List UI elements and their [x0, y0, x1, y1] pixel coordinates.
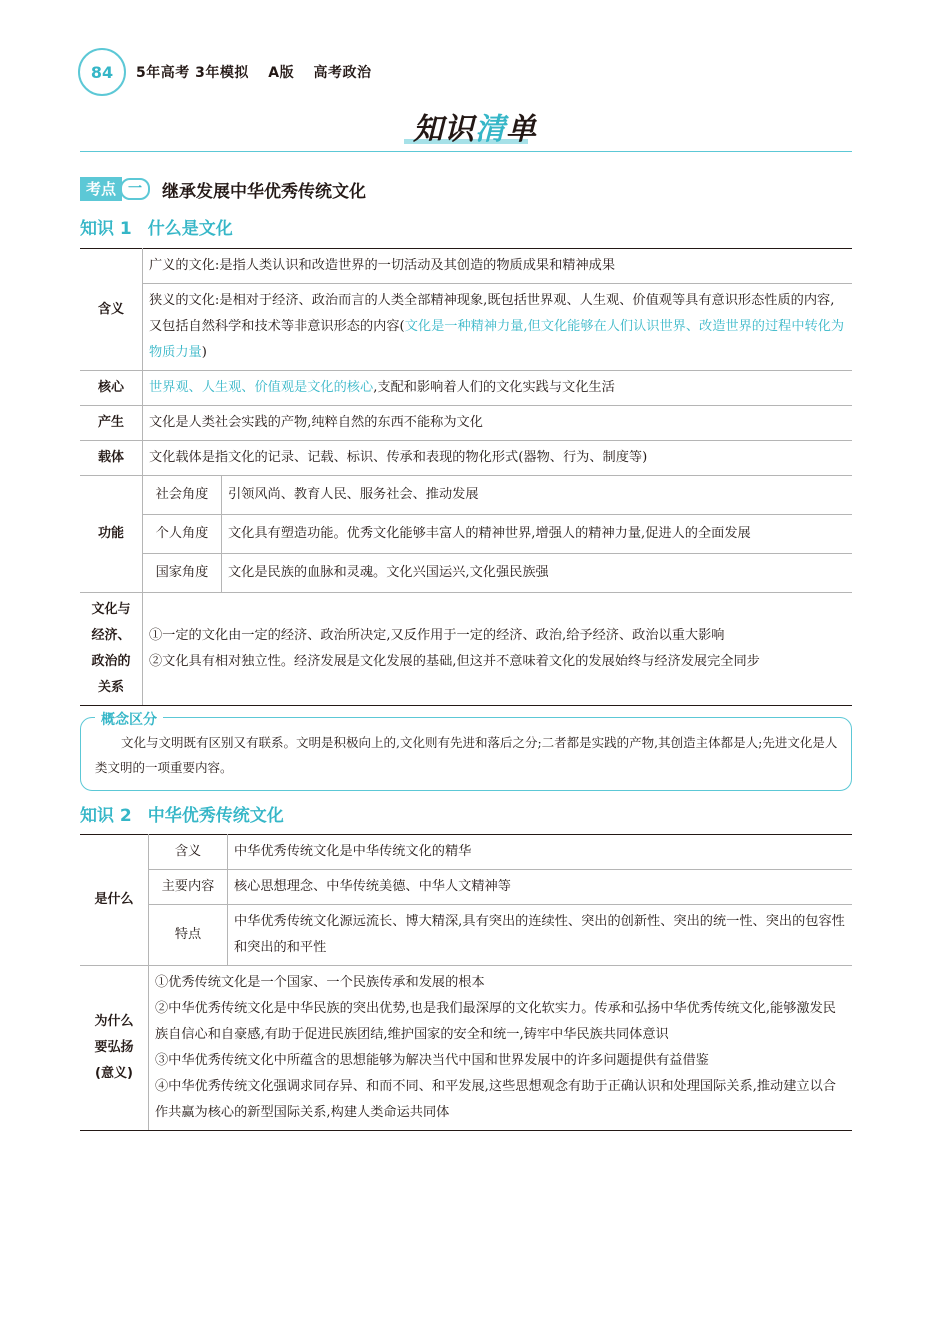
title-part-3: 单	[506, 112, 537, 147]
relation-point-1: ①一定的文化由一定的经济、政治所决定,又反作用于一定的经济、政治,给予经济、政治以重大影响	[149, 628, 725, 643]
page-title	[0, 104, 950, 148]
knowledge-2-table	[80, 834, 852, 1131]
relation-label-2: 经济、	[91, 628, 131, 643]
relation-label	[80, 593, 143, 706]
function-label: 功能	[80, 476, 143, 593]
meaning-label: 含义	[80, 249, 143, 371]
knowledge-1-title: 什么是文化	[147, 219, 233, 239]
k2-meaning-label: 含义	[149, 835, 228, 870]
core-highlight: 世界观、人生观、价值观是文化的核心	[149, 380, 374, 395]
knowledge-1-number: 知识 1	[80, 219, 132, 239]
title-divider	[80, 151, 852, 152]
section-title: 继承发展中华优秀传统文化	[162, 181, 367, 202]
core-label: 核心	[80, 371, 143, 406]
meaning-narrow	[143, 284, 853, 371]
k2-meaning-text: 中华优秀传统文化是中华传统文化的精华	[228, 835, 853, 870]
knowledge-2-number: 知识 2	[80, 806, 132, 826]
section-heading	[80, 177, 366, 201]
k2-content-text: 核心思想理念、中华传统美德、中华人文精神等	[228, 870, 853, 905]
meaning-narrow-highlight: 文化是一种精神力量,但文化能够在人们认识世界、改造世界的过程中转化为物质力量	[149, 319, 845, 360]
knowledge-1-table	[80, 248, 852, 706]
relation-text	[143, 593, 853, 706]
title-part-1: 知识	[413, 112, 475, 147]
why-label-3: (意义)	[95, 1066, 133, 1081]
carrier-text: 文化载体是指文化的记录、记载、标识、传承和表现的物化形式(器物、行为、制度等)	[143, 441, 853, 476]
origin-label: 产生	[80, 406, 143, 441]
book-subject: 高考政治	[313, 65, 372, 81]
book-series: 5年高考 3年模拟	[136, 65, 249, 81]
section-label: 考点	[80, 177, 122, 201]
func-personal-text: 文化具有塑造功能。优秀文化能够丰富人的精神世界,增强人的精神力量,促进人的全面发展	[222, 515, 853, 554]
why-point-3: ③中华优秀传统文化中所蕴含的思想能够为解决当代中国和世界发展中的许多问题提供有益借鉴	[155, 1053, 709, 1068]
knowledge-2-heading	[80, 801, 284, 826]
concept-body: 文化与文明既有区别又有联系。文明是积极向上的,文化则有先进和落后之分;二者都是实践的产物,其创造主体都是人;先进文化是人类文明的一项重要内容。	[95, 735, 838, 775]
k2-feature-label: 特点	[149, 905, 228, 966]
knowledge-2-title: 中华优秀传统文化	[147, 806, 284, 826]
why-label-2: 要弘扬	[94, 1040, 134, 1055]
k2-content-label: 主要内容	[149, 870, 228, 905]
func-social-text: 引领风尚、教育人民、服务社会、推动发展	[222, 476, 853, 515]
why-point-4: ④中华优秀传统文化强调求同存异、和而不同、和平发展,这些思想观念有助于正确认识和处理国际关系,推动建立以合作共赢为核心的新型国际关系,构建人类命运共同体	[155, 1079, 836, 1120]
what-label: 是什么	[80, 835, 149, 966]
relation-label-1: 文化与	[91, 602, 131, 617]
book-title	[136, 62, 385, 82]
book-edition: A版	[268, 65, 295, 81]
page-number: 84	[78, 48, 126, 96]
relation-point-2: ②文化具有相对独立性。经济发展是文化发展的基础,但这并不意味着文化的发展始终与经济发展完全同步	[149, 654, 760, 669]
why-label	[80, 966, 149, 1131]
meaning-narrow-end: )	[201, 345, 207, 360]
relation-label-4: 关系	[97, 680, 124, 695]
why-label-1: 为什么	[94, 1014, 134, 1029]
k2-feature-text: 中华优秀传统文化源远流长、博大精深,具有突出的连续性、突出的创新性、突出的统一性、突出的包容性和突出的和平性	[228, 905, 853, 966]
func-personal-label: 个人角度	[143, 515, 222, 554]
carrier-label: 载体	[80, 441, 143, 476]
func-national-label: 国家角度	[143, 554, 222, 593]
why-point-1: ①优秀传统文化是一个国家、一个民族传承和发展的根本	[155, 975, 485, 990]
why-text	[149, 966, 853, 1131]
relation-label-3: 政治的	[91, 654, 131, 669]
core-rest: ,支配和影响着人们的文化实践与文化生活	[373, 380, 615, 395]
section-number: 一	[120, 178, 150, 200]
func-national-text: 文化是民族的血脉和灵魂。文化兴国运兴,文化强民族强	[222, 554, 853, 593]
knowledge-1-heading	[80, 214, 233, 239]
concept-heading: 概念区分	[95, 709, 163, 729]
func-social-label: 社会角度	[143, 476, 222, 515]
core-text	[143, 371, 853, 406]
origin-text: 文化是人类社会实践的产物,纯粹自然的东西不能称为文化	[143, 406, 853, 441]
meaning-narrow-text: 狭义的文化:是相对于经济、政治而言的人类全部精神现象,既包括世界观、人生观、价值观等具有意识形态性质的内容,又包括自然科学和技术等非意识形态的内容(	[149, 293, 835, 334]
why-point-2: ②中华优秀传统文化是中华民族的突出优势,也是我们最深厚的文化软实力。传承和弘扬中华优秀传统文化,能够激发民族自信心和自豪感,有助于促进民族团结,维护国家的安全和统一,铸牢中华民族共同体意识	[155, 1001, 836, 1042]
concept-box	[80, 712, 852, 791]
title-part-2: 清	[475, 112, 506, 147]
meaning-broad: 广义的文化:是指人类认识和改造世界的一切活动及其创造的物质成果和精神成果	[143, 249, 853, 284]
